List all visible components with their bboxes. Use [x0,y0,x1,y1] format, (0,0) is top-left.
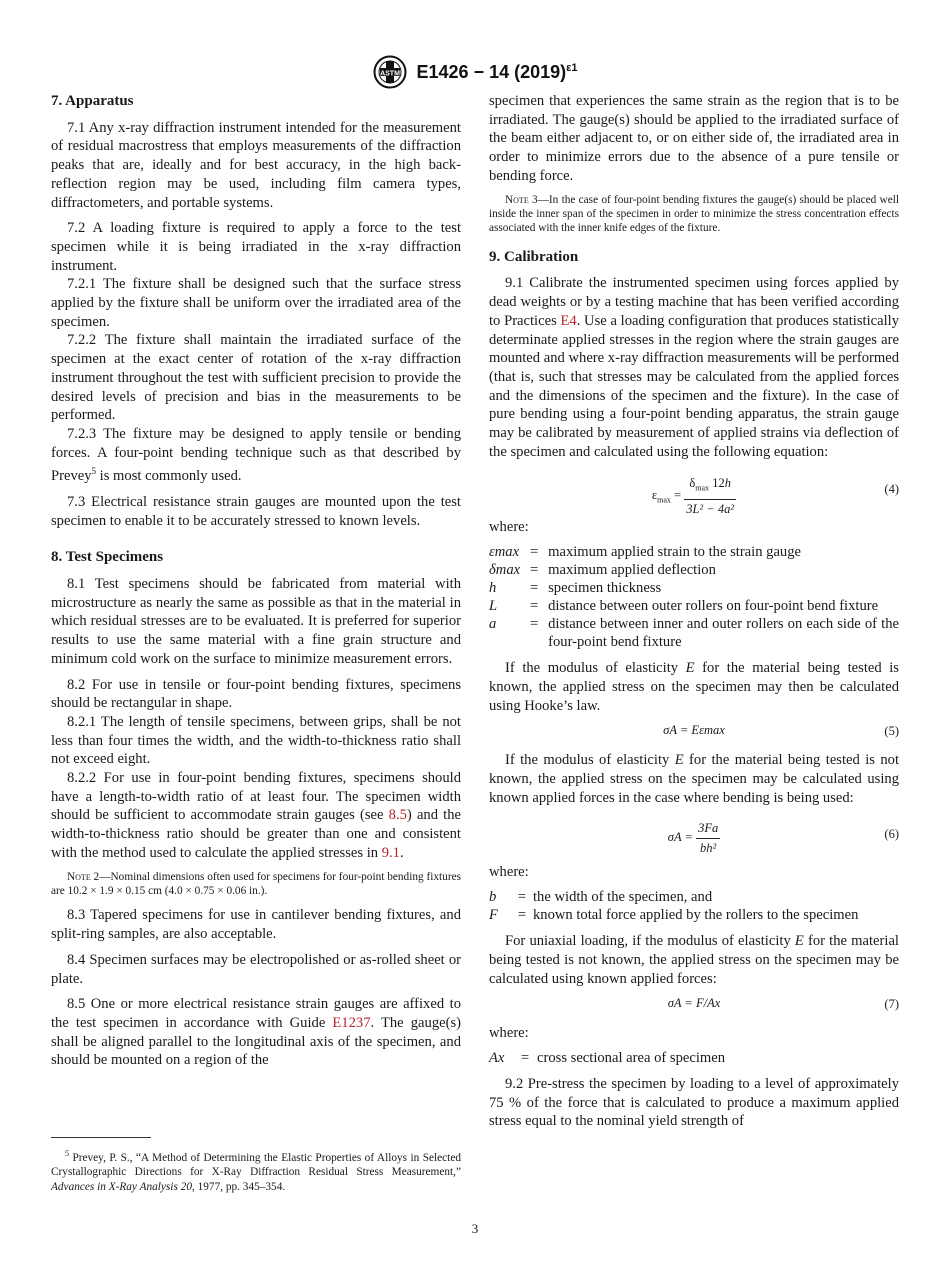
para-7-2: 7.2 A loading fixture is required to apply a force to the test specimen while it is being irradiated in the x-ray diffraction instrument. [51,220,461,274]
equation-7-number: (7) [884,997,899,1012]
para-8-5-continued: specimen that experiences the same strain as the region that is to be irradiated. The gauge(s) should be applied to the irradiated surface of the beam either adjacent to, or on either side of, the irradiated area in order to minimize errors due to the absence of a pure tensile or bending force. [489,93,899,184]
para-8-2-1: 8.2.1 The length of tensile specimens, between grips, shall be not less than four times the width, and the width-to-thickness ratio shall not exceed eight. [51,713,461,768]
page-number: 3 [471,1221,479,1236]
definition-row: Ax = cross sectional area of specimen [489,1049,726,1066]
para-8-4: 8.4 Specimen surfaces may be electropolished or as-rolled sheet or plate. [51,951,461,987]
para-9-2: 9.2 Pre-stress the specimen by loading to a level of approximately 75 % of the force that is calculated to produce a maximum applied stress equal to the nominal yield strength of [489,1075,899,1130]
para-9-1: 9.1 Calibrate the instrumented specimen using forces applied by dead weights or by a testing machine that has been verified according to Practices E4. Use a loading configuration that produces statistically determinate applied stresses in the region where the strain gauges are mounted and where x-ray diffraction measurements will be performed (that is, such that stresses may be calculated from the applied forces and the dimensions of the specimen and the fixture). In the case of pure bending using a four-point bending apparatus, the strain gauge may be calibrated by measurement of applied strains via deflection of the specimen and calculated using the following equation: [489,275,899,460]
ref-e1237-link[interactable]: E1237 [332,1014,371,1031]
definition-row: δmax = maximum applied deflection [489,562,716,579]
definition-row: L = distance between outer rollers on four-point bend fixture [489,598,879,615]
ref-8-5-link[interactable]: 8.5 [388,807,407,824]
para-7-2-2: 7.2.2 The fixture shall maintain the irradiated surface of the specimen at the exact center of rotation of the x-ray diffraction instrument throughout the test with sufficient precision to provide the desired levels of precision and bias in the measurements to be performed. [51,332,461,424]
page-header [0,55,950,89]
definition-row: b = the width of the specimen, and [489,889,713,906]
equation-5: σA = Eεmax (5) [489,721,899,743]
para-modulus-known: If the modulus of elasticity E for the material being tested is known, the applied stress on the specimen may then be calculated using Hooke’s law. [489,660,899,714]
note-2: Note 2—Nominal dimensions often used for specimens for four-point bending fixtures are 10.2 × 1.9 × 0.15 cm (4.0 × 0.75 × 0.06 in.). [51,870,461,897]
section-8-title: 8. Test Specimens [51,549,164,566]
ref-9-1-link[interactable]: 9.1 [381,844,400,861]
section-9-title: 9. Calibration [489,248,579,265]
equation-6: σA = $\frac{3Fa}{\text{bh²}}$ (6) [667,821,899,856]
astm-logo-icon [373,55,407,89]
definitions-list-1 [489,543,899,651]
svg-text:ASTM: ASTM [379,70,400,78]
para-8-2-2: 8.2.2 For use in four-point bending fixtures, specimens should have a length-to-width ratio of at least four. The specimen width should be sufficient to accommodate strain gauges (see 8.5) and the width-to-thickness ratio should be greater than one and consistent with the method used to calculate the applied stresses in 9.1. [51,770,462,861]
note-3: Note 3—In the case of four-point bending fixtures the gauge(s) should be placed well inside the inner span of the specimen in order to minimize the stress concentration effects associated with the inner knife edges of the fixture. [489,193,899,235]
where-label-3: where: [489,1025,529,1042]
para-8-5: 8.5 One or more electrical resistance strain gauges are affixed to the test specimen in accordance with Guide E1237. The gauge(s) shall be aligned parallel to the longitudinal axis of the specimen, and should be mounted on a region of the [51,996,461,1069]
para-7-2-3: 7.2.3 The fixture may be designed to apply tensile or bending forces. A four-point bending technique such as that described by Prevey$^5$ is most commonly used. [51,425,461,485]
section-7-title: 7. Apparatus [51,93,134,109]
footnote-rule [51,1137,151,1138]
left-column [51,92,461,1077]
definition-row: a = distance between inner and outer rollers on each side of the four-point bend fixture [489,616,899,651]
equation-7: σA = F/Ax (7) [489,994,899,1016]
definition-row: F = known total force applied by the rollers to the specimen [489,907,859,924]
standard-designation: E1426 − 14 $(2019)^{\varepsilon 1}$ [416,61,578,82]
epsilon-superscript: ε1 [566,61,578,74]
para-7-3: 7.3 Electrical resistance strain gauges are mounted upon the test specimen to enable it to be accurately stressed to known levels. [51,493,461,529]
para-modulus-unknown: If the modulus of elasticity E for the material being tested is not known, the applied stress on the specimen may be calculated using known applied forces in the case where bending is being used: [489,752,900,806]
definition-row: εmax = maximum applied strain to the strain gauge [489,544,802,561]
where-label-1: where: [489,519,529,536]
para-8-3: 8.3 Tapered specimens for use in cantilever bending fixtures, and split-ring samples, are also acceptable. [51,907,461,943]
para-7-2-1: 7.2.1 The fixture shall be designed such that the surface stress applied by the fixture shall be uniform over the irradiated area of the specimen. [51,276,461,330]
para-8-2: 8.2 For use in tensile or four-point bending fixtures, specimens should be rectangular in shape. [51,676,461,712]
equation-6-number: (6) [884,827,899,842]
equation-4: $\varepsilon_{max}$ = $\frac{\delta_{max} 12h}{\text{3L² − 4a²}}$ (4) [651,476,899,516]
right-column [489,92,899,1138]
para-uniaxial: For uniaxial loading, if the modulus of elasticity E for the material being tested is not known, the applied stress on the specimen may be calculated using known applied forces: [489,933,899,987]
definition-row: h = specimen thickness [489,580,662,597]
para-7-1: 7.1 Any x-ray diffraction instrument intended for the measurement of residual macrostress that employs measurements of the diffraction peaks that are, ideally and for best accuracy, in the high back-reflection region may be used, including film camera types, diffractometers, and portable systems. [51,119,461,211]
ref-e4-link[interactable]: E4 [560,312,577,329]
where-label-2: where: [489,864,529,881]
definitions-list-3 [489,1049,899,1067]
equation-5-number: (5) [884,724,899,739]
para-8-1: 8.1 Test specimens should be fabricated from material with microstructure as nearly the same as possible as that in the material in which residual stresses are to be evaluated. It is preferred for superior results to use the same material with a fine grain structure and minimum cold work on the surface to minimize measurement errors. [51,576,461,667]
definitions-list-2 [489,888,899,924]
equation-4-number: (4) [884,482,899,497]
footnote-5: $^5$ Prevey, P. S., “A Method of Determining the Elastic Properties of Alloys in Selected Crystallographic Directions for X-Ray Diffraction Residual Stress Measurement,” Advances in X-Ray Analysis 20, 1977, pp. 345–354. [51,1149,461,1193]
